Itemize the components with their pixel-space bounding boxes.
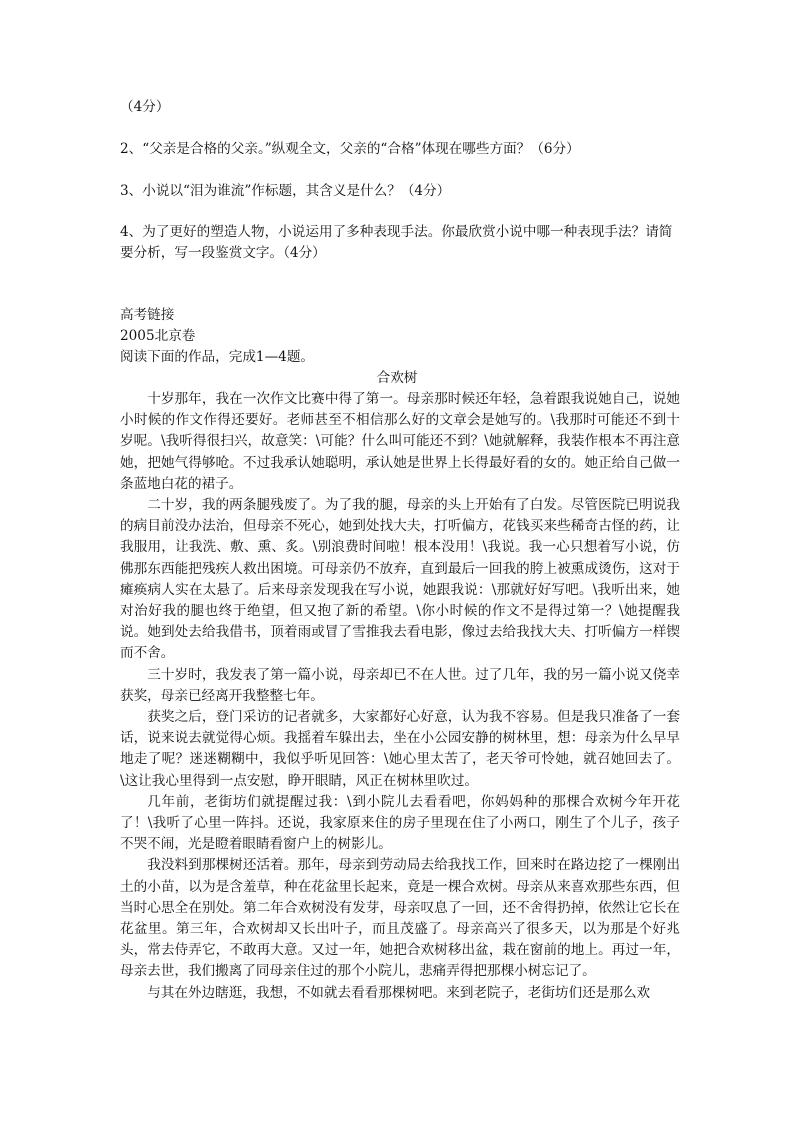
question-4: 4、为了更好的塑造人物，小说运用了多种表现手法。你最欣赏小说中哪一种表现手法？请简要分析，写一段鉴赏文字。（4分） bbox=[120, 224, 673, 261]
paragraph: 十岁那年，我在一次作文比赛中得了第一。母亲那时候还年轻，急着跟我说她自己，说她小时候的作文作得还要好。老师甚至不相信那么好的文章会是她写的。\我那时可能还不到十岁呢。\我听得很扫兴，故意笑：\可能？什么叫可能还不到？\她就解释，我装作根本不再注意她，把她气得够呛。不过我承认她聪明，承认她是世界上长得最好看的女的。她正给自己做一条蓝地白花的裙子。 bbox=[120, 391, 680, 492]
paragraph: 与其在外边瞎逛，我想，不如就去看看那棵树吧。来到老院子，老街坊们还是那么欢 bbox=[147, 984, 651, 1001]
question-2: 2、“父亲是合格的父亲。”纵观全文，父亲的“合格”体现在哪些方面？（6分） bbox=[120, 141, 580, 157]
section-heading: 高考链接 bbox=[120, 307, 175, 323]
paragraph: 几年前，老街坊们就提醒过我：\到小院儿去看看吧，你妈妈种的那棵合欢树今年开花了！\我听了心里一阵抖。还说，我家原来住的房子里现在住了小两口，刚生了个儿子，孩子不哭不闹，光是瞪着眼睛看窗户上的树影儿。 bbox=[120, 793, 680, 853]
paragraph: 三十岁时，我发表了第一篇小说，母亲却已不在人世。过了几年，我的另一篇小说又侥幸获奖，母亲已经离开我整整七年。 bbox=[120, 666, 680, 704]
paragraph: 我没料到那棵树还活着。那年，母亲到劳动局去给我找工作，回来时在路边挖了一棵刚出土的小苗，以为是含羞草，种在花盆里长起来，竟是一棵合欢树。母亲从来喜欢那些东西，但当时心思全在别处。第二年合欢树没有发芽，母亲叹息了一回，还不舍得扔掉，依然让它长在花盆里。第三年，合欢树却又长出叶子，而且茂盛了。母亲高兴了很多天，以为那是个好兆头，常去侍弄它，不敢再大意。又过一年，她把合欢树移出盆，栽在窗前的地上。再过一年，母亲去世，我们搬离了同母亲住过的那个小院儿，悲痛弄得把那棵小树忘记了。 bbox=[120, 857, 680, 980]
article-title: 合欢树 bbox=[376, 370, 418, 386]
question-1-score: （4分） bbox=[120, 99, 170, 115]
question-3: 3、小说以“泪为谁流”作标题，其含义是什么？（4分） bbox=[120, 183, 451, 199]
paragraph: 二十岁，我的两条腿残废了。为了我的腿，母亲的头上开始有了白发。尽管医院已明说我的病目前没办法治，但母亲不死心，她到处找大夫，打听偏方，花钱买来些稀奇古怪的药，让我服用，让我洗、敷、熏、炙。\别浪费时间啦！根本没用！\我说。我一心只想着写小说，仿佛那东西能把残疾人救出困境。可母亲仍不放弃，直到最后一回我的胯上被熏成烫伤，这对于瘫痪病人实在太悬了。后来母亲发现我在写小说，她跟我说：\那就好好写吧。\我听出来，她对治好我的腿也终于绝望，但又抱了新的希望。\你小时候的作文不是得过第一？\她提醒我说。她到处去给我借书，顶着雨或冒了雪推我去看电影，像过去给我找大夫、打听偏方一样锲而不舍。 bbox=[120, 497, 680, 662]
source-label: 2005北京卷 bbox=[120, 328, 196, 344]
instruction-text: 阅读下面的作品，完成1—4题。 bbox=[120, 349, 315, 365]
article-body bbox=[120, 389, 680, 1004]
paragraph: 获奖之后，登门采访的记者就多，大家都好心好意，认为我不容易。但是我只准备了一套话，说来说去就觉得心烦。我摇着车躲出去，坐在小公园安静的树林里，想：母亲为什么早早地走了呢？迷迷糊糊中，我似乎听见回答：\她心里太苦了，老天爷可怜她，就召她回去了。\这让我心里得到一点安慰，睁开眼睛，风正在树林里吹过。 bbox=[120, 709, 680, 789]
